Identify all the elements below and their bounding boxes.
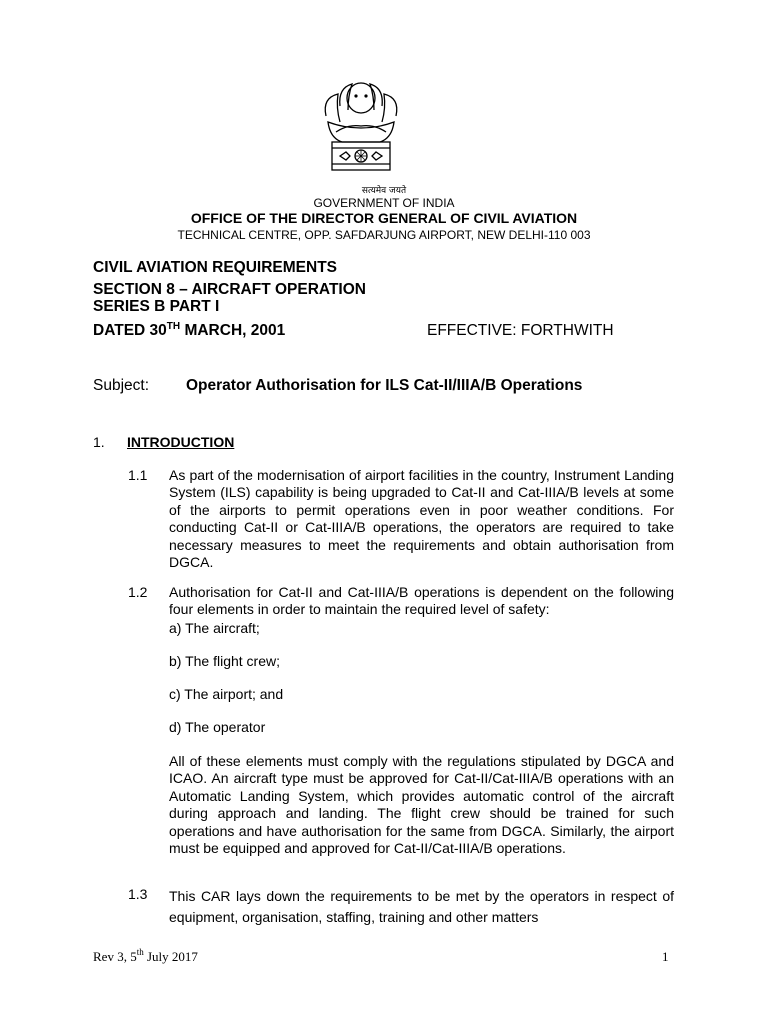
- office-address: TECHNICAL CENTRE, OPP. SAFDARJUNG AIRPORT, NEW DELHI-110 003: [177, 228, 591, 242]
- car-title: CIVIL AVIATION REQUIREMENTS: [93, 259, 337, 276]
- list-item: a) The aircraft;: [169, 620, 260, 636]
- paragraph-1-2-detail: All of these elements must comply with the regulations stipulated by DGCA and ICAO. An aircraft type must be approved for Cat-II/Cat-IIIA/B operations with an Automatic Landing System, which provides automatic control of the aircraft during approach and landing. The flight crew should be trained for such operations and have authorisation for the same from DGCA. Similarly, the airport must be equipped and approved for Cat-II/Cat-IIIA/B operations.: [169, 753, 674, 857]
- paragraph-1-3: This CAR lays down the requirements to be met by the operators in respect of equipment, organisation, staffing, training and other matters: [169, 888, 674, 925]
- paragraph-number: 1.1: [128, 467, 148, 483]
- section-title: INTRODUCTION: [127, 434, 235, 450]
- revision-footer: [93, 949, 198, 965]
- rev-suffix: July 2017: [143, 949, 198, 964]
- page-number: 1: [662, 949, 669, 964]
- government-label: GOVERNMENT OF INDIA: [313, 196, 455, 210]
- effective-date: EFFECTIVE: FORTHWITH: [427, 322, 614, 339]
- rev-sup: th: [136, 947, 144, 957]
- section-number: 1.: [93, 434, 105, 450]
- dated-suffix: MARCH, 2001: [180, 322, 286, 339]
- paragraph-1-1: As part of the modernisation of airport facilities in the country, Instrument Landing System (ILS) capability is being upgraded to Cat-II and Cat-IIIA/B levels at some of the airports to permit operations even in poor weather conditions. For conducting Cat-II or Cat-IIIA/B operations, the operators are required to take necessary measures to meet the requirements and obtain authorisation from DGCA.: [169, 467, 674, 571]
- rev-prefix: Rev 3, 5: [93, 949, 137, 964]
- paragraph-number: 1.3: [128, 886, 148, 902]
- office-title: OFFICE OF THE DIRECTOR GENERAL OF CIVIL AVIATION: [190, 210, 578, 226]
- subject-text: Operator Authorisation for ILS Cat-II/IIIA/B Operations: [186, 377, 583, 394]
- list-item: c) The airport; and: [169, 686, 284, 702]
- car-section: SECTION 8 – AIRCRAFT OPERATION: [93, 281, 366, 298]
- car-dated: [93, 322, 285, 340]
- list-item: b) The flight crew;: [169, 653, 281, 669]
- dated-prefix: DATED 30: [93, 322, 167, 339]
- paragraph-1-2: Authorisation for Cat-II and Cat-IIIA/B operations is dependent on the following four elements in order to maintain the required level of safety:: [169, 584, 674, 618]
- paragraph-number: 1.2: [128, 584, 148, 600]
- dated-sup: TH: [166, 321, 181, 332]
- national-emblem: [318, 76, 404, 188]
- car-series: SERIES B PART I: [93, 298, 220, 315]
- list-item: d) The operator: [169, 719, 266, 735]
- emblem-motto: सत्यमेव जयते: [361, 186, 407, 196]
- subject-label: Subject:: [93, 377, 150, 394]
